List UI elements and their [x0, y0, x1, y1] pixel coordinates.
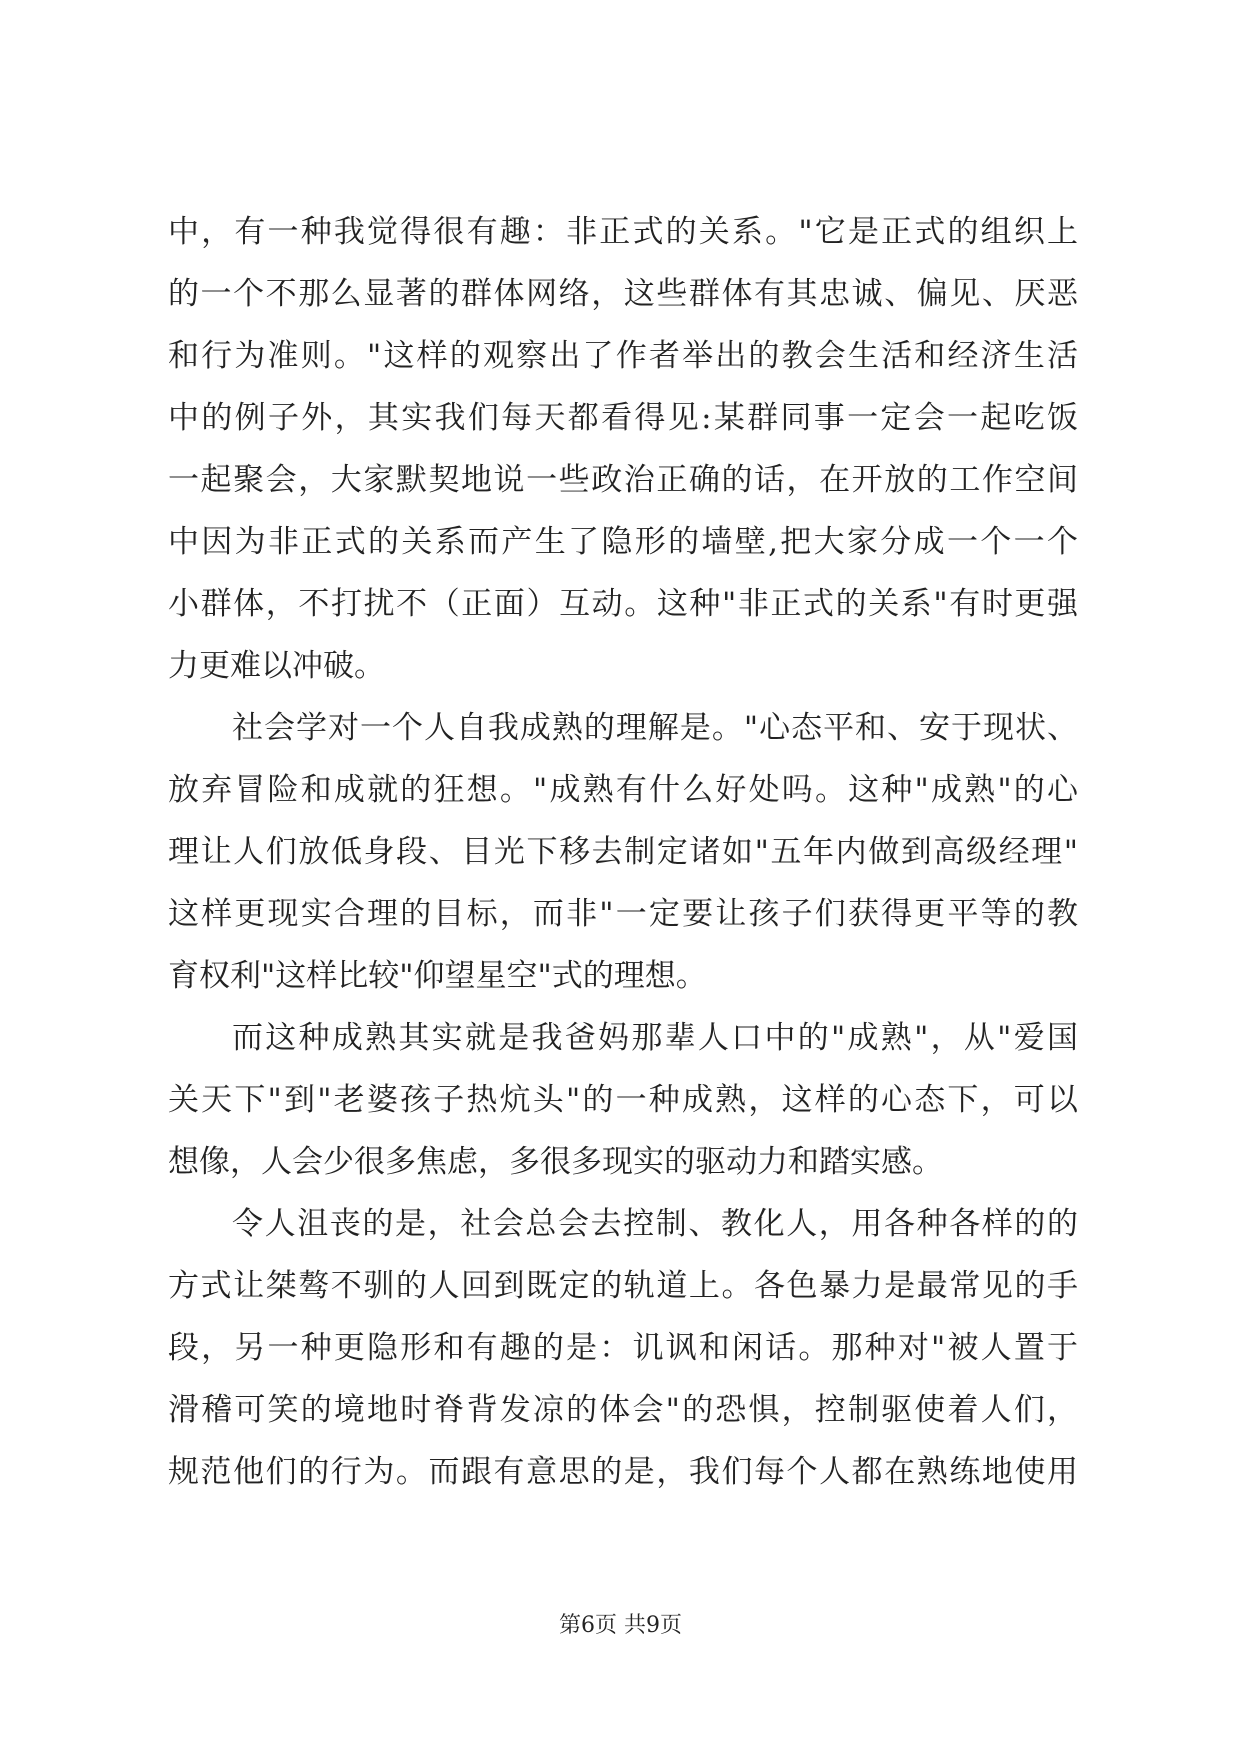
text-line: 育权利"这样比较"仰望星空"式的理想。 [168, 958, 707, 994]
paragraph-first-line: 令人沮丧的是，社会总会去控制、教化人，用各种各样的的 [232, 1206, 1078, 1242]
text-line: 这样更现实合理的目标，而非"一定要让孩子们获得更平等的教 [168, 896, 1078, 932]
text-line: 小群体，不打扰不（正面）互动。这种"非正式的关系"有时更强 [168, 586, 1078, 622]
text-line: 方式让桀骜不驯的人回到既定的轨道上。各色暴力是最常见的手 [168, 1268, 1078, 1304]
text-line: 理让人们放低身段、目光下移去制定诸如"五年内做到高级经理" [168, 834, 1078, 870]
text-line: 放弃冒险和成就的狂想。"成熟有什么好处吗。这种"成熟"的心 [168, 772, 1078, 808]
text-line: 中因为非正式的关系而产生了隐形的墙壁,把大家分成一个一个 [168, 524, 1078, 560]
text-line: 中的例子外，其实我们每天都看得见:某群同事一定会一起吃饭 [168, 400, 1078, 436]
text-line: 中，有一种我觉得很有趣：非正式的关系。"它是正式的组织上 [168, 214, 1078, 250]
page-number-footer: 第6页 共9页 [559, 1613, 682, 1638]
paragraph-first-line: 而这种成熟其实就是我爸妈那辈人口中的"成熟"，从"爱国 [232, 1020, 1078, 1056]
paragraph-first-line: 社会学对一个人自我成熟的理解是。"心态平和、安于现状、 [232, 710, 1078, 746]
text-line: 和行为准则。"这样的观察出了作者举出的教会生活和经济生活 [168, 338, 1078, 374]
text-line: 的一个不那么显著的群体网络，这些群体有其忠诚、偏见、厌恶 [168, 276, 1078, 312]
text-line: 想像，人会少很多焦虑，多很多现实的驱动力和踏实感。 [168, 1144, 943, 1180]
text-line: 规范他们的行为。而跟有意思的是，我们每个人都在熟练地使用 [168, 1454, 1078, 1490]
text-line: 段，另一种更隐形和有趣的是：讥讽和闲话。那种对"被人置于 [168, 1330, 1078, 1366]
text-line: 滑稽可笑的境地时脊背发凉的体会"的恐惧，控制驱使着人们， [168, 1392, 1078, 1428]
text-line: 力更难以冲破。 [168, 648, 385, 684]
text-line: 关天下"到"老婆孩子热炕头"的一种成熟，这样的心态下，可以 [168, 1082, 1078, 1118]
text-line: 一起聚会，大家默契地说一些政治正确的话，在开放的工作空间 [168, 462, 1078, 498]
